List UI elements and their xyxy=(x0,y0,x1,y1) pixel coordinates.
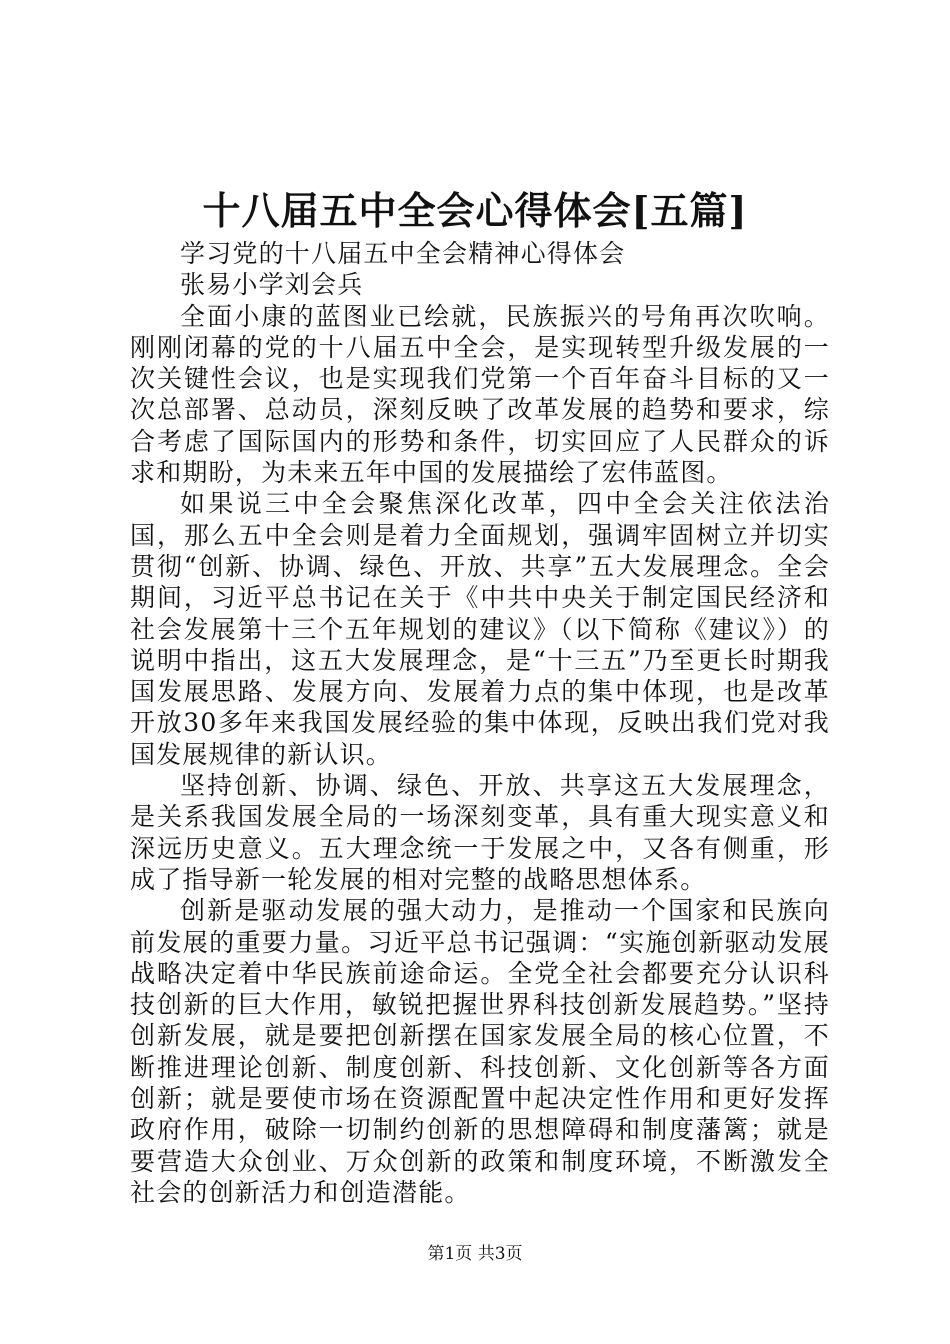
paragraph-3: 坚持创新、协调、绿色、开放、共享这五大发展理念，是关系我国发展全局的一场深刻变革，具有重大现实意义和深远历史意义。五大理念统一于发展之中，又各有侧重，形成了指导新一轮发展的相对完整的战略思想体系。 xyxy=(130,771,830,894)
document-body xyxy=(130,238,830,1208)
paragraph-1: 全面小康的蓝图业已绘就，民族振兴的号角再次吹响。刚刚闭幕的党的十八届五中全会，是实现转型升级发展的一次关键性会议，也是实现我们党第一个百年奋斗目标的又一次总部署、总动员，深刻反映了改革发展的趋势和要求，综合考虑了国际国内的形势和条件，切实回应了人民群众的诉求和期盼，为未来五年中国的发展描绘了宏伟蓝图。 xyxy=(130,301,830,488)
document-subtitle: 学习党的十八届五中全会精神心得体会 xyxy=(180,239,626,268)
page-number-footer: 第1页 共3页 xyxy=(427,1244,523,1264)
document-title: 十八届五中全会心得体会[五篇] xyxy=(202,188,748,233)
document-author: 张易小学刘会兵 xyxy=(180,270,364,300)
paragraph-2: 如果说三中全会聚焦深化改革，四中全会关注依法治国，那么五中全会则是着力全面规划，强调牢固树立并切实贯彻“创新、协调、绿色、开放、共享”五大发展理念。全会期间，习近平总书记在关于《中共中央关于制定国民经济和社会发展第十三个五年规划的建议》（以下简称《建议》）的说明中指出，这五大发展理念，是“十三五”乃至更长时期我国发展思路、发展方向、发展着力点的集中体现，也是改革开放30多年来我国发展经验的集中体现，反映出我们党对我国发展规律的新认识。 xyxy=(130,489,830,769)
paragraph-4: 创新是驱动发展的强大动力，是推动一个国家和民族向前发展的重要力量。习近平总书记强调：“实施创新驱动发展战略决定着中华民族前途命运。全党全社会都要充分认识科技创新的巨大作用，敏锐把握世界科技创新发展趋势。”坚持创新发展，就是要把创新摆在国家发展全局的核心位置，不断推进理论创新、制度创新、科技创新、文化创新等各方面创新；就是要使市场在资源配置中起决定性作用和更好发挥政府作用，破除一切制约创新的思想障碍和制度藩篱；就是要营造大众创业、万众创新的政策和制度环境，不断激发全社会的创新活力和创造潜能。 xyxy=(130,896,830,1207)
